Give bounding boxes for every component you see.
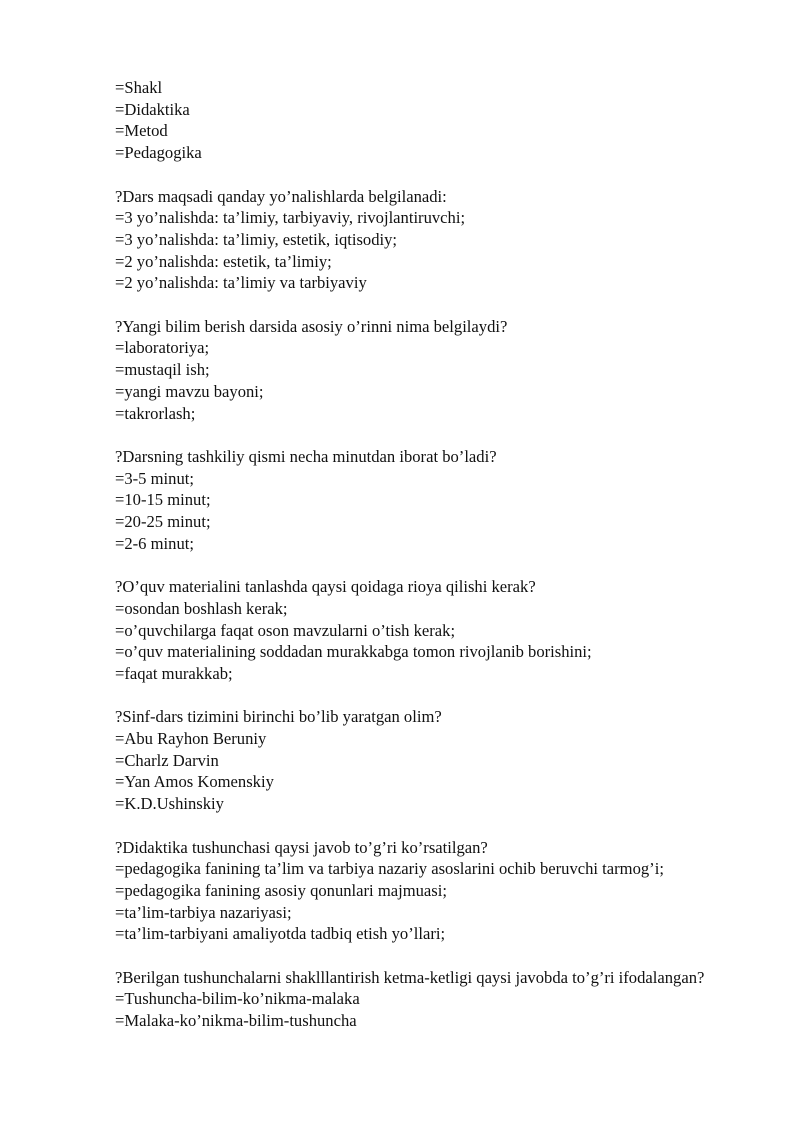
answer-option: =Didaktika — [115, 99, 190, 119]
answer-option: =3 yo’nalishda: ta’limiy, tarbiyaviy, rivojlantiruvchi; — [115, 208, 466, 228]
question-text: ?Dars maqsadi qanday yo’nalishlarda belgilanadi: — [115, 186, 447, 206]
question-block — [115, 576, 745, 685]
question-text: ?Sinf-dars tizimini birinchi bo’lib yaratgan olim? — [115, 707, 442, 727]
answer-option: =takrorlash; — [115, 403, 196, 423]
question-block — [115, 446, 745, 555]
question-block — [115, 186, 745, 295]
answer-option: =laboratoriya; — [115, 338, 210, 358]
answer-option: =10-15 minut; — [115, 490, 211, 510]
answer-option: =yangi mavzu bayoni; — [115, 381, 264, 401]
answer-option: =Charlz Darvin — [115, 750, 219, 770]
answer-option: =2-6 minut; — [115, 533, 194, 553]
question-block — [115, 316, 745, 425]
answer-option: =Pedagogika — [115, 143, 202, 163]
answer-option: =2 yo’nalishda: ta’limiy va tarbiyaviy — [115, 273, 367, 293]
answer-option: =Abu Rayhon Beruniy — [115, 729, 267, 749]
answer-option: =o’quvchilarga faqat oson mavzularni o’tish kerak; — [115, 620, 456, 640]
question-text: ?Yangi bilim berish darsida asosiy o’rinni nima belgilaydi? — [115, 316, 508, 336]
answer-option: =osondan boshlash kerak; — [115, 598, 288, 618]
question-text: ?Berilgan tushunchalarni shaklllantirish ketma-ketligi qaysi javobda to’g’ri ifodalangan? — [115, 967, 705, 987]
answer-option: =Malaka-ko’nikma-bilim-tushuncha — [115, 1011, 357, 1031]
question-block — [115, 837, 745, 946]
answer-option: =Metod — [115, 121, 168, 141]
answer-option: =pedagogika fanining ta’lim va tarbiya nazariy asoslarini ochib beruvchi tarmog’i; — [115, 859, 664, 879]
question-block — [115, 706, 745, 815]
question-block — [115, 967, 745, 1032]
answer-option: =o’quv materialining soddadan murakkabga tomon rivojlanib borishini; — [115, 642, 592, 662]
question-text: ?Darsning tashkiliy qismi necha minutdan iborat bo’ladi? — [115, 446, 497, 466]
answer-option: =3-5 minut; — [115, 468, 194, 488]
answer-option: =ta’lim-tarbiyani amaliyotda tadbiq etish yo’llari; — [115, 924, 446, 944]
answer-option: =20-25 minut; — [115, 512, 211, 532]
question-text: ?O’quv materialini tanlashda qaysi qoidaga rioya qilishi kerak? — [115, 577, 536, 597]
answer-option: =mustaqil ish; — [115, 360, 210, 380]
answer-option: =Yan Amos Komenskiy — [115, 772, 274, 792]
document-body — [115, 77, 745, 1054]
answer-option: =3 yo’nalishda: ta’limiy, estetik, iqtisodiy; — [115, 229, 398, 249]
answer-option: =faqat murakkab; — [115, 663, 233, 683]
intro-options — [115, 77, 745, 164]
answer-option: =K.D.Ushinskiy — [115, 794, 224, 814]
answer-option: =ta’lim-tarbiya nazariyasi; — [115, 902, 292, 922]
answer-option: =2 yo’nalishda: estetik, ta’limiy; — [115, 251, 332, 271]
answer-option: =Shakl — [115, 78, 163, 97]
answer-option: =pedagogika fanining asosiy qonunlari majmuasi; — [115, 880, 447, 900]
question-text: ?Didaktika tushunchasi qaysi javob to’g’ri ko’rsatilgan? — [115, 837, 488, 857]
answer-option: =Tushuncha-bilim-ko’nikma-malaka — [115, 989, 360, 1009]
